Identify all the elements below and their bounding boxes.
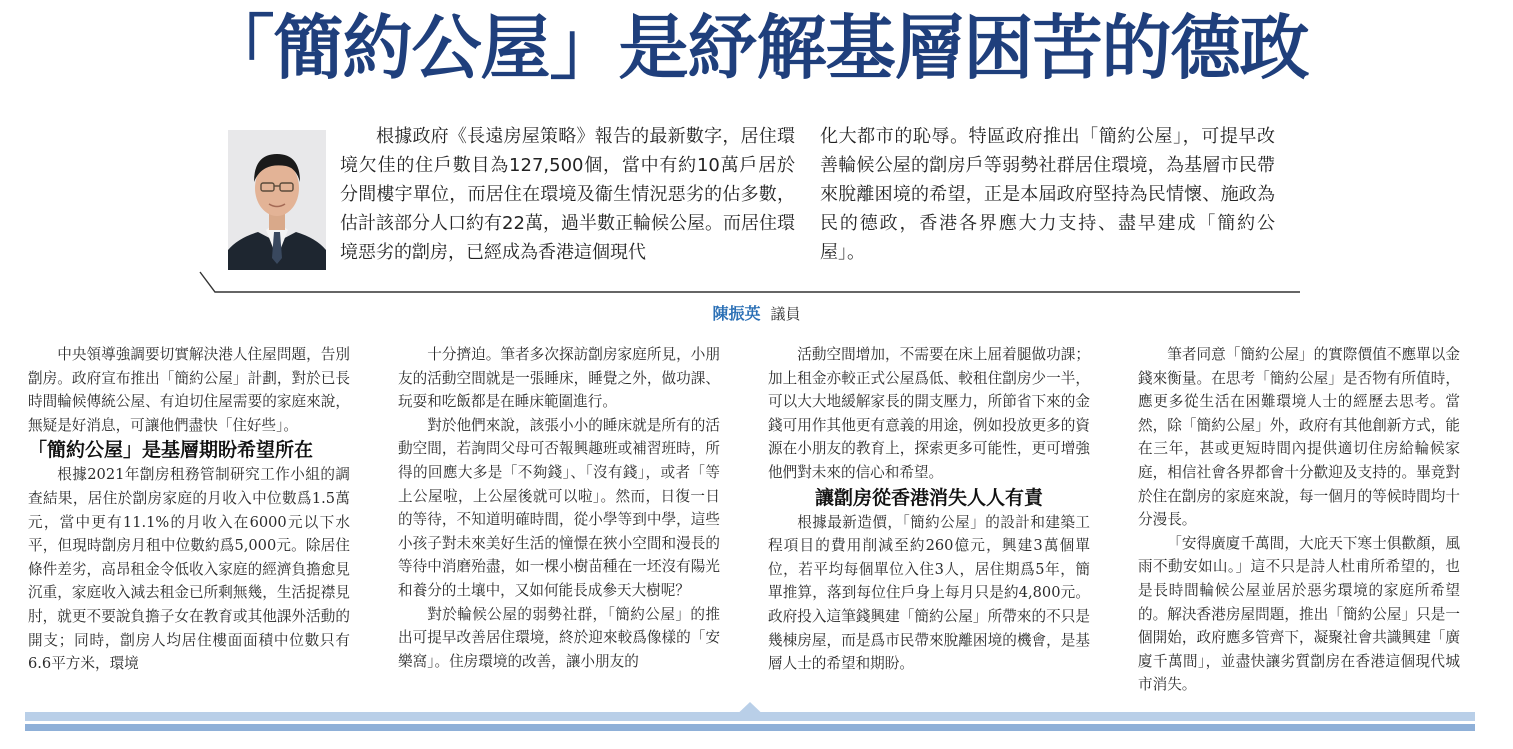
headline: 「簡約公屋」是紓解基層困苦的德政 (204, 7, 1309, 89)
paragraph: 對於輪候公屋的弱勢社群，「簡約公屋」的推出可提早改善居住環境，終於迎來較爲像樣的「安樂窩」。住房環境的改善，讓小朋友的 (398, 605, 720, 670)
paragraph: 中央領導強調要切實解決港人住屋問題，告別劏房。政府宣布推出「簡約公屋」計劃，對於已長時間輪候傳統公屋、有迫切住屋需要的家庭來說，無疑是好消息，可讓他們盡快「住好些」。 (28, 346, 350, 434)
article-column-2 (398, 343, 720, 673)
subheading: 讓劏房從香港消失人人有責 (814, 486, 1043, 509)
paragraph: 十分擠迫。筆者多次探訪劏房家庭所見，小朋友的活動空間就是一張睡床，睡覺之外，做功課、玩耍和吃飯都是在睡床範圍進行。 (398, 346, 720, 411)
article-column-3 (768, 343, 1090, 676)
article-column-1 (28, 343, 350, 676)
lead-text-right: 化大都市的恥辱。特區政府推出「簡約公屋」，可提早改善輪候公屋的劏房戶等弱勢社群居住環境，為基層市民帶來脫離困境的希望，正是本屆政府堅持為民情懷、施政為民的德政，香港各界應大力支持、盡早建成「簡約公屋」。 (820, 126, 1275, 263)
paragraph: 筆者同意「簡約公屋」的實際價值不應單以金錢來衡量。在思考「簡約公屋」是否物有所值時，應更多從生活在困難環境人士的經歷去思考。當然，除「簡約公屋」外，政府有其他創新方式，能在三年，甚或更短時間內提供適切住房給輪候家庭，相信社會各界都會十分歡迎及支持的。畢竟對於住在劏房的家庭來說，每一個月的等候時間均十分漫長。 (1138, 346, 1460, 529)
author-role: 議員 (770, 305, 801, 323)
lead-paragraph-right (820, 122, 1275, 267)
subheading: 「簡約公屋」是基層期盼希望所在 (28, 439, 314, 462)
paragraph: 根據最新造價，「簡約公屋」的設計和建築工程項目的費用削減至約260億元，興建3萬個單位，若平均每個單位入住3人，居住期爲5年，簡單推算，落到每位住戶身上每月只是約4,800元。政府投入這筆錢興建「簡約公屋」所帶來的不只是幾棟房屋，而是爲市民帶來脫離困境的機會，是基層人士的希望和期盼。 (768, 513, 1090, 673)
paragraph: 對於他們來說，該張小小的睡床就是所有的活動空間，若詢問父母可否報興趣班或補習班時，所得的回應大多是「不夠錢」、「沒有錢」，或者「等上公屋啦，上公屋後就可以啦」。然而，日復一日的等待，不知道明確時間，從小學等到中學，這些小孩子對未來美好生活的憧憬在狹小空間和漫長的等待中消磨殆盡，如一棵小樹苗種在一坯沒有陽光和養分的土壤中，又如何能長成參天大樹呢？ (398, 416, 720, 599)
author-portrait (228, 130, 326, 270)
lead-text-left: 根據政府《長遠房屋策略》報告的最新數字，居住環境欠佳的住戶數目為127,500個，當中有約10萬戶居於分間樓宇單位，而居住在環境及衞生情況惡劣的佔多數，估計該部分人口約有22萬，過半數正輪候公屋。而居住環境惡劣的劏房，已經成為香港這個現代 (340, 126, 795, 263)
article-column-4 (1138, 343, 1460, 697)
author-name: 陳振英 (712, 304, 761, 323)
bottom-decorative-bar (0, 700, 1513, 740)
paragraph: 「安得廣廈千萬間，大庇天下寒士俱歡顏，風雨不動安如山。」這不只是詩人杜甫所希望的，也是長時間輪候公屋並居於惡劣環境的家庭所希望的。解決香港房屋問題，推出「簡約公屋」只是一個開始，政府應多管齊下，凝聚社會共識興建「廣廈千萬間」，並盡快讓劣質劏房在香港這個現代城市消失。 (1138, 534, 1460, 694)
paragraph: 根據2021年劏房租務管制研究工作小組的調查結果，居住於劏房家庭的月收入中位數爲1.5萬元，當中更有11.1%的月收入在6000元以下水平，但現時劏房月租中位數約爲5,000元。除居住條件差劣，高昂租金令低收入家庭的經濟負擔愈見沉重，家庭收入減去租金已所剩無幾，生活捉襟見肘，就更不要說負擔子女在教育或其他課外活動的開支；同時，劏房人均居住樓面面積中位數只有6.6平方米，環境 (28, 466, 350, 673)
paragraph: 活動空間增加，不需要在床上屈着腿做功課；加上租金亦較正式公屋爲低、較租住劏房少一半，可以大大地緩解家長的開支壓力，所節省下來的金錢可用作其他更有意義的用途，例如投放更多的資源在小朋友的教育上，探索更多可能性，更可增強他們對未來的信心和希望。 (768, 346, 1090, 481)
byline (0, 301, 1513, 324)
lead-paragraph-left (340, 122, 795, 267)
lead-divider (195, 270, 1305, 300)
